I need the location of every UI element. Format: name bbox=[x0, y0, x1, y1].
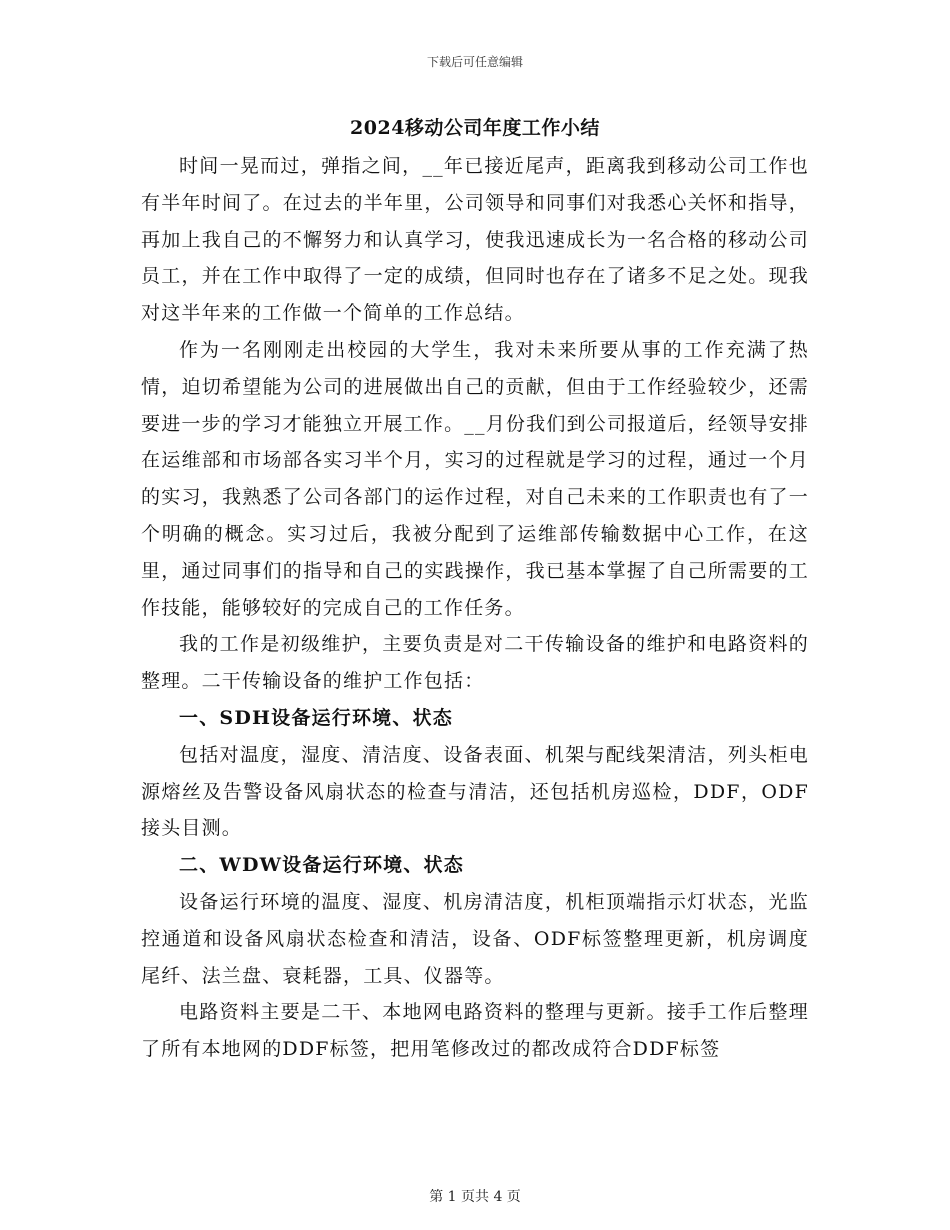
document-title: 2024移动公司年度工作小结 bbox=[350, 117, 600, 139]
header-note: 下载后可任意编辑 bbox=[426, 55, 523, 69]
paragraph-duties: 我的工作是初级维护，主要负责是对二干传输设备的维护和电路资料的整理。二干传输设备的维护工作包括： bbox=[141, 633, 809, 693]
paragraph-circuit-data: 电路资料主要是二干、本地网电路资料的整理与更新。接手工作后整理了所有本地网的DDF标签，把用笔修改过的都改成符合DDF标签 bbox=[141, 1001, 809, 1061]
document-body bbox=[141, 148, 809, 1068]
paragraph-sdh: 包括对温度，湿度、清洁度、设备表面、机架与配线架清洁，列头柜电源熔丝及告警设备风扇状态的检查与清洁，还包括机房巡检，DDF，ODF接头目测。 bbox=[141, 743, 809, 840]
section-heading-sdh: 一、SDH设备运行环境、状态 bbox=[179, 706, 453, 729]
paragraph-internship: 作为一名刚刚走出校园的大学生，我对未来所要从事的工作充满了热情，迫切希望能为公司的进展做出自己的贡献，但由于工作经验较少，还需要进一步的学习才能独立开展工作。__月份我们到公司报道后，经领导安排在运维部和市场部各实习半个月，实习的过程就是学习的过程，通过一个月的实习，我熟悉了公司各部门的运作过程，对自己未来的工作职责也有了一个明确的概念。实习过后，我被分配到了运维部传输数据中心工作，在这里，通过同事们的指导和自己的实践操作，我已基本掌握了自己所需要的工作技能，能够较好的完成自己的工作任务。 bbox=[141, 338, 809, 619]
paragraph-intro: 时间一晃而过，弹指之间，__年已接近尾声，距离我到移动公司工作也有半年时间了。在过去的半年里，公司领导和同事们对我悉心关怀和指导，再加上我自己的不懈努力和认真学习，使我迅速成长为一名合格的移动公司员工，并在工作中取得了一定的成绩，但同时也存在了诸多不足之处。现我对这半年来的工作做一个简单的工作总结。 bbox=[141, 155, 809, 325]
paragraph-wdw: 设备运行环境的温度、湿度、机房清洁度，机柜顶端指示灯状态，光监控通道和设备风扇状态检查和清洁，设备、ODF标签整理更新，机房调度尾纤、法兰盘、衰耗器，工具、仪器等。 bbox=[141, 890, 809, 987]
page-footer: 第 1 页共 4 页 bbox=[429, 1189, 521, 1205]
section-heading-wdw: 二、WDW设备运行环境、状态 bbox=[179, 854, 464, 877]
